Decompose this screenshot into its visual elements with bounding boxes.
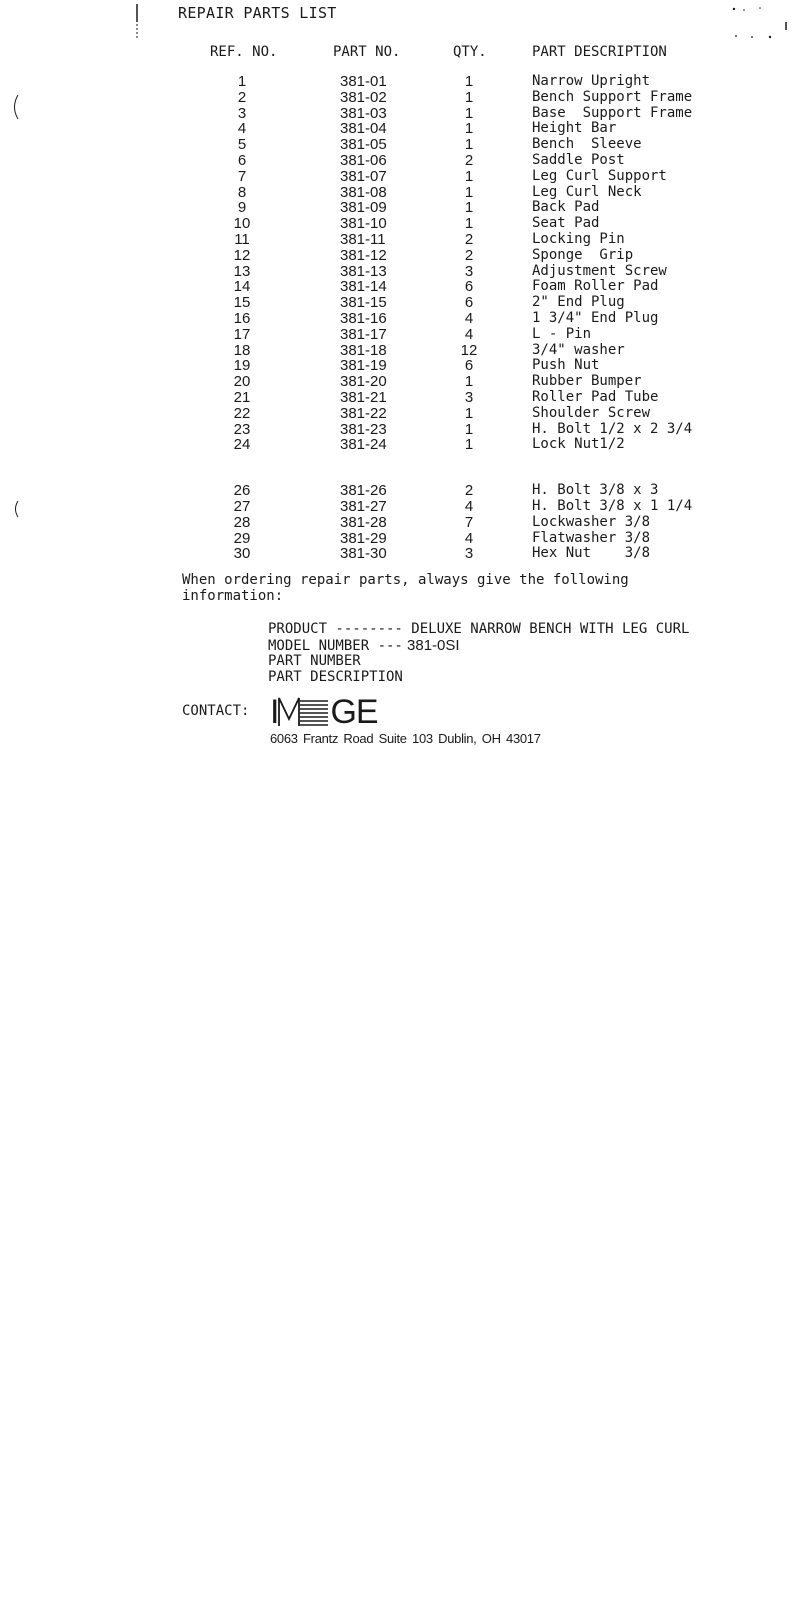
part-description-line: PART DESCRIPTION [268,668,403,685]
logo-text-right: GE [330,692,378,731]
ref-no-cell: 7 [237,167,247,185]
table-row [0,374,800,390]
qty-cell: 3 [464,545,474,563]
model-number-label: MODEL NUMBER --- [268,637,403,654]
qty-header: QTY. [453,44,487,60]
row-gap [0,453,800,483]
qty-cell: 3 [464,262,474,280]
image-logo [270,694,378,730]
model-number-line [268,638,689,655]
ref-no-cell: 2 [237,88,247,106]
qty-cell: 6 [464,294,474,312]
ref-no-cell: 23 [233,420,251,438]
table-row [0,169,800,185]
ref-no-cell: 27 [233,497,251,515]
part-no-cell: 381-26 [340,482,387,500]
part-number-line: PART NUMBER [268,653,361,669]
part-description-cell: Leg Curl Support [532,167,667,184]
part-description-cell: Rubber Bumper [532,373,642,390]
table-row [0,216,800,232]
part-no-cell: 381-04 [340,120,387,138]
ref-no-cell: 19 [233,357,251,375]
part-description-cell: L - Pin [532,325,592,342]
part-description-cell: Adjustment Screw [532,262,667,279]
part-description-cell: Roller Pad Tube [532,388,659,405]
table-body [0,74,800,562]
qty-cell: 1 [464,373,474,391]
part-description-cell: Saddle Post [532,151,625,168]
part-no-cell: 381-22 [340,404,387,422]
part-no-cell: 381-09 [340,199,387,217]
ref-no-cell: 16 [233,309,251,327]
qty-cell: 1 [464,215,474,233]
qty-cell: 3 [464,388,474,406]
part-description-cell: Back Pad [532,199,600,216]
qty-cell: 1 [464,404,474,422]
part-no-cell: 381-24 [340,436,387,454]
ref-no-cell: 11 [234,230,250,248]
qty-cell: 1 [464,167,474,185]
part-description-cell: 2" End Plug [532,294,625,311]
qty-cell: 1 [464,120,474,138]
product-line [268,622,689,638]
table-row [0,200,800,216]
part-no-cell: 381-20 [340,373,387,391]
ref-no-cell: 10 [233,215,251,233]
product-value: DELUXE NARROW BENCH WITH LEG CURL [402,621,690,637]
ref-no-cell: 9 [237,199,247,217]
qty-cell: 1 [464,199,474,217]
part-description-cell: H. Bolt 3/8 x 3 [532,482,659,499]
qty-cell: 4 [464,309,474,327]
ref-no-cell: 24 [233,436,251,454]
part-description-cell: Flatwasher 3/8 [532,529,651,546]
table-row [0,406,800,422]
table-row [0,483,800,499]
part-no-cell: 381-07 [340,167,387,185]
table-row [0,295,800,311]
product-label: PRODUCT -------- [268,621,403,637]
table-row [0,74,800,90]
part-no-cell: 381-02 [340,88,387,106]
qty-cell: 1 [464,183,474,201]
part-description-cell: Leg Curl Neck [532,183,642,200]
qty-cell: 1 [464,136,474,154]
table-row [0,390,800,406]
part-no-cell: 381-21 [340,388,387,406]
qty-cell: 1 [464,420,474,438]
part-description-cell: Sponge Grip [532,246,634,263]
qty-cell: 12 [460,341,478,359]
part-no-cell: 381-27 [340,497,387,515]
part-no-cell: 381-17 [340,325,387,343]
part-no-header: PART NO. [333,44,401,60]
ref-no-cell: 6 [237,151,247,169]
table-row [0,422,800,438]
table-row [0,546,800,562]
part-description-cell: H. Bolt 1/2 x 2 3/4 [532,420,693,437]
part-description-cell: Shoulder Screw [532,404,651,421]
qty-cell: 1 [464,73,474,90]
qty-cell: 4 [464,497,474,515]
part-no-cell: 381-03 [340,104,387,122]
ref-no-cell: 1 [237,73,247,90]
table-row [0,121,800,137]
left-margin-mark [134,4,140,40]
ref-no-cell: 12 [233,246,251,264]
logo-text-left: I [270,692,279,731]
ordering-info-list [268,622,689,685]
ref-no-cell: 8 [237,183,247,201]
table-row [0,90,800,106]
part-no-cell: 381-01 [340,73,387,90]
part-description-cell: Foam Roller Pad [532,278,659,295]
qty-cell: 7 [464,513,474,531]
part-description-cell: Lockwasher 3/8 [532,513,651,530]
ref-no-cell: 29 [233,529,251,547]
ordering-instructions: When ordering repair parts, always give the following information: [182,572,629,604]
part-description-cell: 1 3/4" End Plug [532,309,659,326]
part-description-cell: Hex Nut 3/8 [532,545,651,562]
ref-no-cell: 15 [233,294,251,312]
ref-no-cell: 17 [233,325,251,343]
qty-cell: 6 [464,357,474,375]
part-description-cell: Lock Nut1/2 [532,436,625,453]
part-description-cell: Bench Sleeve [532,136,642,153]
qty-cell: 4 [464,325,474,343]
part-no-cell: 381-28 [340,513,387,531]
table-row [0,327,800,343]
part-no-cell: 381-18 [340,341,387,359]
part-no-cell: 381-15 [340,294,387,312]
top-right-specks [730,4,790,40]
ref-no-cell: 28 [233,513,251,531]
part-no-cell: 381-08 [340,183,387,201]
part-no-cell: 381-12 [340,246,387,264]
part-no-cell: 381-11 [340,230,386,248]
ref-no-cell: 3 [237,104,247,122]
model-number-value: 381-0SI [402,636,460,654]
table-row [0,437,800,453]
ref-no-cell: 4 [237,120,247,138]
part-no-cell: 381-30 [340,545,387,563]
logo-striped-ma-icon [278,697,330,727]
table-row [0,343,800,359]
qty-cell: 1 [464,104,474,122]
part-no-cell: 381-05 [340,136,387,154]
table-row [0,311,800,327]
table-row [0,499,800,515]
ref-no-cell: 30 [233,545,251,563]
part-no-cell: 381-14 [340,278,387,296]
qty-cell: 2 [464,230,474,248]
qty-cell: 1 [464,88,474,106]
ref-no-cell: 22 [233,404,251,422]
table-row [0,153,800,169]
qty-cell: 4 [464,529,474,547]
part-description-cell: Base Support Frame [532,104,693,121]
table-row [0,531,800,547]
table-row [0,358,800,374]
part-no-cell: 381-23 [340,420,387,438]
qty-cell: 2 [464,482,474,500]
part-description-header: PART DESCRIPTION [532,44,667,60]
part-description-cell: Height Bar [532,120,617,137]
contact-label: CONTACT: [182,703,250,719]
part-description-cell: Push Nut [532,357,600,374]
part-description-cell: 3/4" washer [532,341,625,358]
ref-no-cell: 14 [233,278,251,296]
qty-cell: 1 [464,436,474,454]
table-row [0,137,800,153]
table-row [0,279,800,295]
table-row [0,248,800,264]
table-row [0,185,800,201]
table-row [0,232,800,248]
ref-no-cell: 26 [233,482,251,500]
part-description-cell: Bench Support Frame [532,88,693,105]
part-no-cell: 381-13 [340,262,387,280]
part-no-cell: 381-29 [340,529,387,547]
part-no-cell: 381-10 [340,215,387,233]
ref-no-cell: 21 [233,388,251,406]
ref-no-cell: 18 [233,341,251,359]
part-description-cell: Locking Pin [532,230,625,247]
qty-cell: 6 [464,278,474,296]
table-row [0,264,800,280]
qty-cell: 2 [464,151,474,169]
ref-no-cell: 20 [233,373,251,391]
part-no-cell: 381-16 [340,309,387,327]
part-description-cell: Narrow Upright [532,73,651,89]
table-row [0,106,800,122]
part-no-cell: 381-06 [340,151,387,169]
ref-no-cell: 5 [237,136,247,154]
part-no-cell: 381-19 [340,357,387,375]
page-title: REPAIR PARTS LIST [178,4,337,22]
qty-cell: 2 [464,246,474,264]
ref-no-cell: 13 [233,262,251,280]
part-description-cell: H. Bolt 3/8 x 1 1/4 [532,497,693,514]
table-row [0,515,800,531]
company-address: 6063 Frantz Road Suite 103 Dublin, OH 43017 [270,731,541,746]
part-description-cell: Seat Pad [532,215,600,232]
ref-no-header: REF. NO. [210,44,278,60]
